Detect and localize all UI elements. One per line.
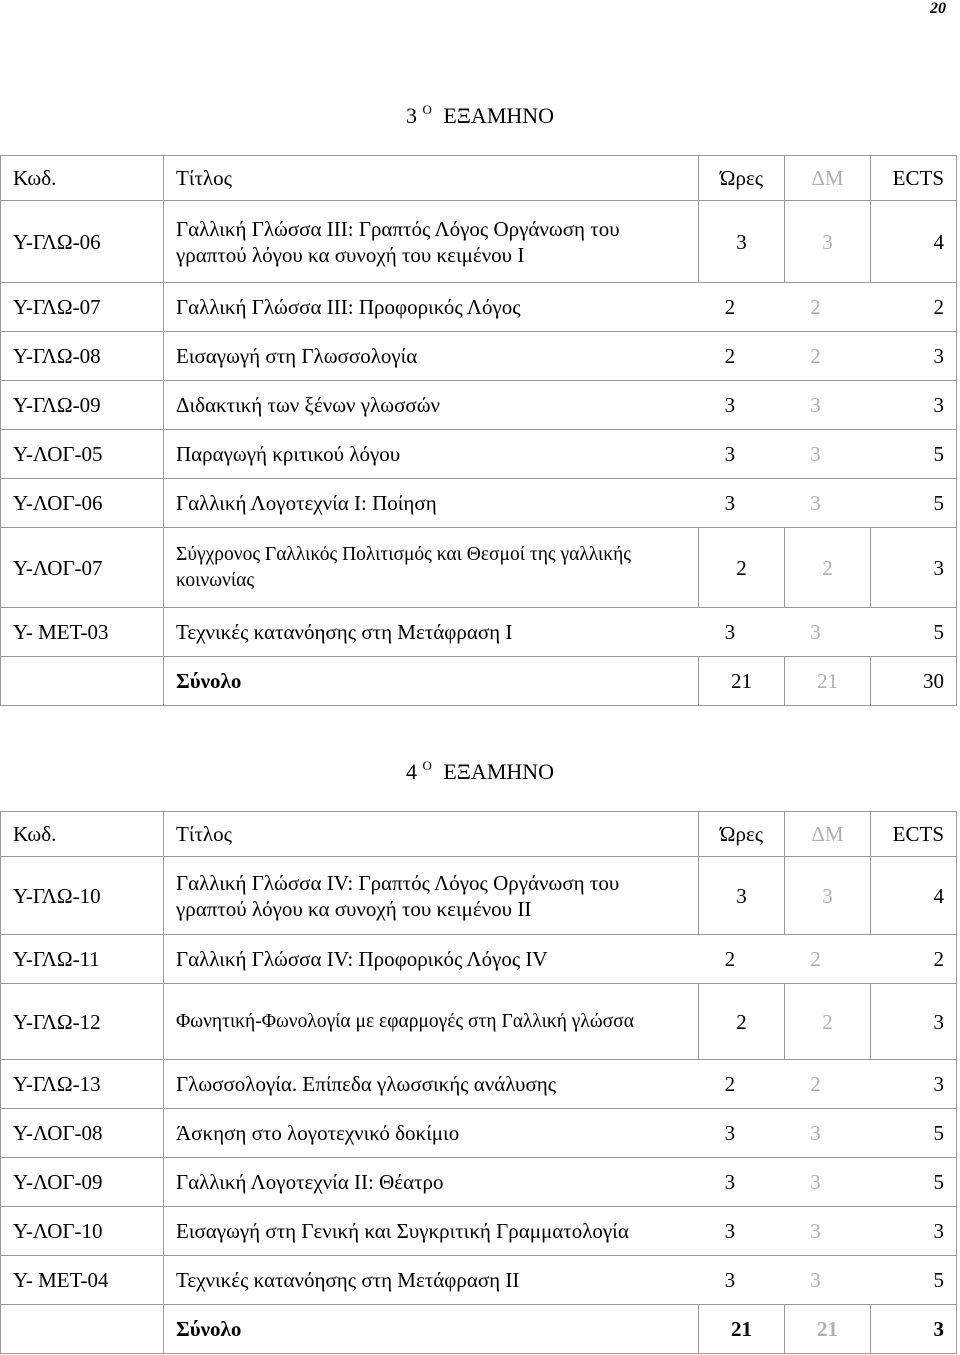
semester-ordinal: 4 bbox=[405, 759, 417, 784]
course-title: Γαλλική Γλώσσα IV: Προφορικός Λόγος IV bbox=[176, 947, 548, 971]
table-row bbox=[1, 201, 957, 283]
course-title-and-values bbox=[164, 1109, 957, 1158]
table-row bbox=[1, 984, 957, 1060]
course-title: Τεχνικές κατανόησης στη Μετάφραση Ι bbox=[176, 620, 513, 644]
total-dm: 21 bbox=[785, 657, 871, 706]
course-title: Τεχνικές κατανόησης στη Μετάφραση ΙΙ bbox=[176, 1268, 520, 1292]
course-dm: 3 bbox=[810, 1268, 821, 1292]
table-row bbox=[1, 1256, 957, 1305]
course-code: Υ-ΛΟΓ-07 bbox=[1, 528, 164, 608]
course-dm: 2 bbox=[785, 528, 871, 608]
course-ects: 5 bbox=[933, 442, 945, 466]
course-hours: 2 bbox=[724, 295, 736, 319]
course-hours: 3 bbox=[699, 857, 785, 935]
table-header-row bbox=[1, 156, 957, 201]
course-dm: 3 bbox=[785, 201, 871, 283]
course-title: Γαλλική Λογοτεχνία Ι: Ποίηση bbox=[176, 491, 437, 515]
table-row bbox=[1, 935, 957, 984]
course-title: Εισαγωγή στη Γλωσσολογία bbox=[176, 344, 418, 368]
course-hours: 3 bbox=[724, 393, 736, 417]
course-ects: 3 bbox=[933, 1072, 945, 1096]
header-dm: ΔΜ bbox=[785, 812, 871, 857]
semester-label: ΕΞΑΜΗΝΟ bbox=[443, 103, 555, 128]
course-title: Γαλλική Γλώσσα IV: Γραπτός Λόγος Οργάνωση του γραπτού λόγου κα συνοχή του κειμένου ΙΙ bbox=[164, 857, 699, 935]
course-ects: 5 bbox=[933, 1268, 945, 1292]
course-ects: 3 bbox=[933, 344, 945, 368]
course-ects: 4 bbox=[871, 201, 957, 283]
course-dm: 2 bbox=[810, 947, 821, 971]
table-row bbox=[1, 1158, 957, 1207]
table-row bbox=[1, 857, 957, 935]
course-dm: 2 bbox=[810, 1072, 821, 1096]
course-hours: 3 bbox=[724, 620, 736, 644]
total-hours: 21 bbox=[699, 1305, 785, 1354]
course-title: Γλωσσολογία. Επίπεδα γλωσσικής ανάλυσης bbox=[176, 1072, 557, 1096]
course-hours: 3 bbox=[724, 1170, 736, 1194]
course-code: Υ-ΓΛΩ-10 bbox=[1, 857, 164, 935]
course-title-and-values bbox=[164, 935, 957, 984]
semester-ordinal-suffix: Ο bbox=[422, 102, 432, 117]
course-table bbox=[0, 811, 957, 1354]
course-title: Γαλλική Γλώσσα ΙΙΙ: Προφορικός Λόγος bbox=[176, 295, 521, 319]
semester-ordinal-suffix: Ο bbox=[422, 758, 432, 773]
table-row bbox=[1, 1207, 957, 1256]
course-dm: 3 bbox=[810, 620, 821, 644]
course-dm: 3 bbox=[810, 1121, 821, 1145]
course-hours: 3 bbox=[724, 442, 736, 466]
header-code: Κωδ. bbox=[1, 156, 164, 201]
course-ects: 3 bbox=[871, 984, 957, 1060]
course-title-and-values bbox=[164, 608, 957, 657]
course-dm: 3 bbox=[810, 491, 821, 515]
course-dm: 3 bbox=[810, 393, 821, 417]
table-row bbox=[1, 1109, 957, 1158]
header-title: Τίτλος bbox=[164, 156, 699, 201]
course-hours: 3 bbox=[724, 1219, 736, 1243]
total-label: Σύνολο bbox=[164, 1305, 699, 1354]
course-code: Υ- ΜΕΤ-04 bbox=[1, 1256, 164, 1305]
course-ects: 3 bbox=[933, 393, 945, 417]
table-row bbox=[1, 381, 957, 430]
course-ects: 4 bbox=[871, 857, 957, 935]
course-code: Υ-ΓΛΩ-09 bbox=[1, 381, 164, 430]
total-hours: 21 bbox=[699, 657, 785, 706]
course-hours: 3 bbox=[724, 1268, 736, 1292]
total-row bbox=[1, 1305, 957, 1354]
course-dm: 2 bbox=[785, 984, 871, 1060]
total-ects: 3 bbox=[871, 1305, 957, 1354]
table-header-row bbox=[1, 812, 957, 857]
total-dm: 21 bbox=[785, 1305, 871, 1354]
course-table bbox=[0, 155, 957, 706]
course-ects: 2 bbox=[933, 947, 945, 971]
course-hours: 2 bbox=[724, 1072, 736, 1096]
course-hours: 2 bbox=[724, 344, 736, 368]
header-title: Τίτλος bbox=[164, 812, 699, 857]
course-dm: 3 bbox=[810, 442, 821, 466]
course-title-and-values bbox=[164, 283, 957, 332]
total-ects: 30 bbox=[871, 657, 957, 706]
course-code: Υ- ΜΕΤ-03 bbox=[1, 608, 164, 657]
table-row bbox=[1, 1060, 957, 1109]
course-title-and-values bbox=[164, 479, 957, 528]
course-code: Υ-ΛΟΓ-09 bbox=[1, 1158, 164, 1207]
course-hours: 2 bbox=[699, 984, 785, 1060]
page-number: 20 bbox=[930, 0, 946, 17]
course-ects: 2 bbox=[933, 295, 945, 319]
course-hours: 3 bbox=[724, 491, 736, 515]
course-title-and-values bbox=[164, 1060, 957, 1109]
header-ects: ECTS bbox=[871, 812, 957, 857]
header-hours: Ώρες bbox=[699, 812, 785, 857]
table-row bbox=[1, 332, 957, 381]
course-code: Υ-ΓΛΩ-07 bbox=[1, 283, 164, 332]
course-title-and-values bbox=[164, 1256, 957, 1305]
course-dm: 2 bbox=[810, 344, 821, 368]
table-row bbox=[1, 528, 957, 608]
course-code: Υ-ΓΛΩ-12 bbox=[1, 984, 164, 1060]
course-title: Σύγχρονος Γαλλικός Πολιτισμός και Θεσμοί της γαλλικής κοινωνίας bbox=[164, 528, 699, 608]
course-title-and-values bbox=[164, 381, 957, 430]
table-row bbox=[1, 430, 957, 479]
course-hours: 2 bbox=[724, 947, 736, 971]
course-title-and-values bbox=[164, 1207, 957, 1256]
course-hours: 3 bbox=[699, 201, 785, 283]
course-title-and-values bbox=[164, 430, 957, 479]
course-code: Υ-ΛΟΓ-08 bbox=[1, 1109, 164, 1158]
course-code: Υ-ΓΛΩ-13 bbox=[1, 1060, 164, 1109]
course-ects: 3 bbox=[871, 528, 957, 608]
course-code: Υ-ΛΟΓ-10 bbox=[1, 1207, 164, 1256]
header-ects: ECTS bbox=[871, 156, 957, 201]
course-hours: 2 bbox=[699, 528, 785, 608]
course-code: Υ-ΓΛΩ-08 bbox=[1, 332, 164, 381]
course-title-and-values bbox=[164, 332, 957, 381]
course-title: Διδακτική των ξένων γλωσσών bbox=[176, 393, 441, 417]
course-code: Υ-ΛΟΓ-05 bbox=[1, 430, 164, 479]
course-code: Υ-ΓΛΩ-11 bbox=[1, 935, 164, 984]
course-ects: 5 bbox=[933, 1170, 945, 1194]
course-title: Γαλλική Λογοτεχνία ΙΙ: Θέατρο bbox=[176, 1170, 444, 1194]
semester-ordinal: 3 bbox=[405, 103, 417, 128]
course-dm: 2 bbox=[810, 295, 821, 319]
course-ects: 3 bbox=[933, 1219, 945, 1243]
course-title: Άσκηση στο λογοτεχνικό δοκίμιο bbox=[176, 1121, 460, 1145]
course-code: Υ-ΛΟΓ-06 bbox=[1, 479, 164, 528]
header-code: Κωδ. bbox=[1, 812, 164, 857]
course-ects: 5 bbox=[933, 1121, 945, 1145]
total-label: Σύνολο bbox=[164, 657, 699, 706]
course-code: Υ-ΓΛΩ-06 bbox=[1, 201, 164, 283]
course-dm: 3 bbox=[785, 857, 871, 935]
total-row bbox=[1, 657, 957, 706]
table-row bbox=[1, 283, 957, 332]
course-dm: 3 bbox=[810, 1170, 821, 1194]
course-title: Φωνητική-Φωνολογία με εφαρμογές στη Γαλλική γλώσσα bbox=[164, 984, 699, 1060]
header-hours: Ώρες bbox=[699, 156, 785, 201]
course-ects: 5 bbox=[933, 491, 945, 515]
course-title-and-values bbox=[164, 1158, 957, 1207]
semester-label: ΕΞΑΜΗΝΟ bbox=[443, 759, 555, 784]
course-hours: 3 bbox=[724, 1121, 736, 1145]
semester-heading bbox=[0, 758, 960, 785]
table-row bbox=[1, 608, 957, 657]
course-title: Γαλλική Γλώσσα ΙΙΙ: Γραπτός Λόγος Οργάνωση του γραπτού λόγου κα συνοχή του κειμένου Ι bbox=[164, 201, 699, 283]
semester-heading bbox=[0, 102, 960, 129]
course-dm: 3 bbox=[810, 1219, 821, 1243]
course-ects: 5 bbox=[933, 620, 945, 644]
header-dm: ΔΜ bbox=[785, 156, 871, 201]
course-title: Εισαγωγή στη Γενική και Συγκριτική Γραμματολογία bbox=[176, 1219, 629, 1243]
course-title: Παραγωγή κριτικού λόγου bbox=[176, 442, 401, 466]
table-row bbox=[1, 479, 957, 528]
